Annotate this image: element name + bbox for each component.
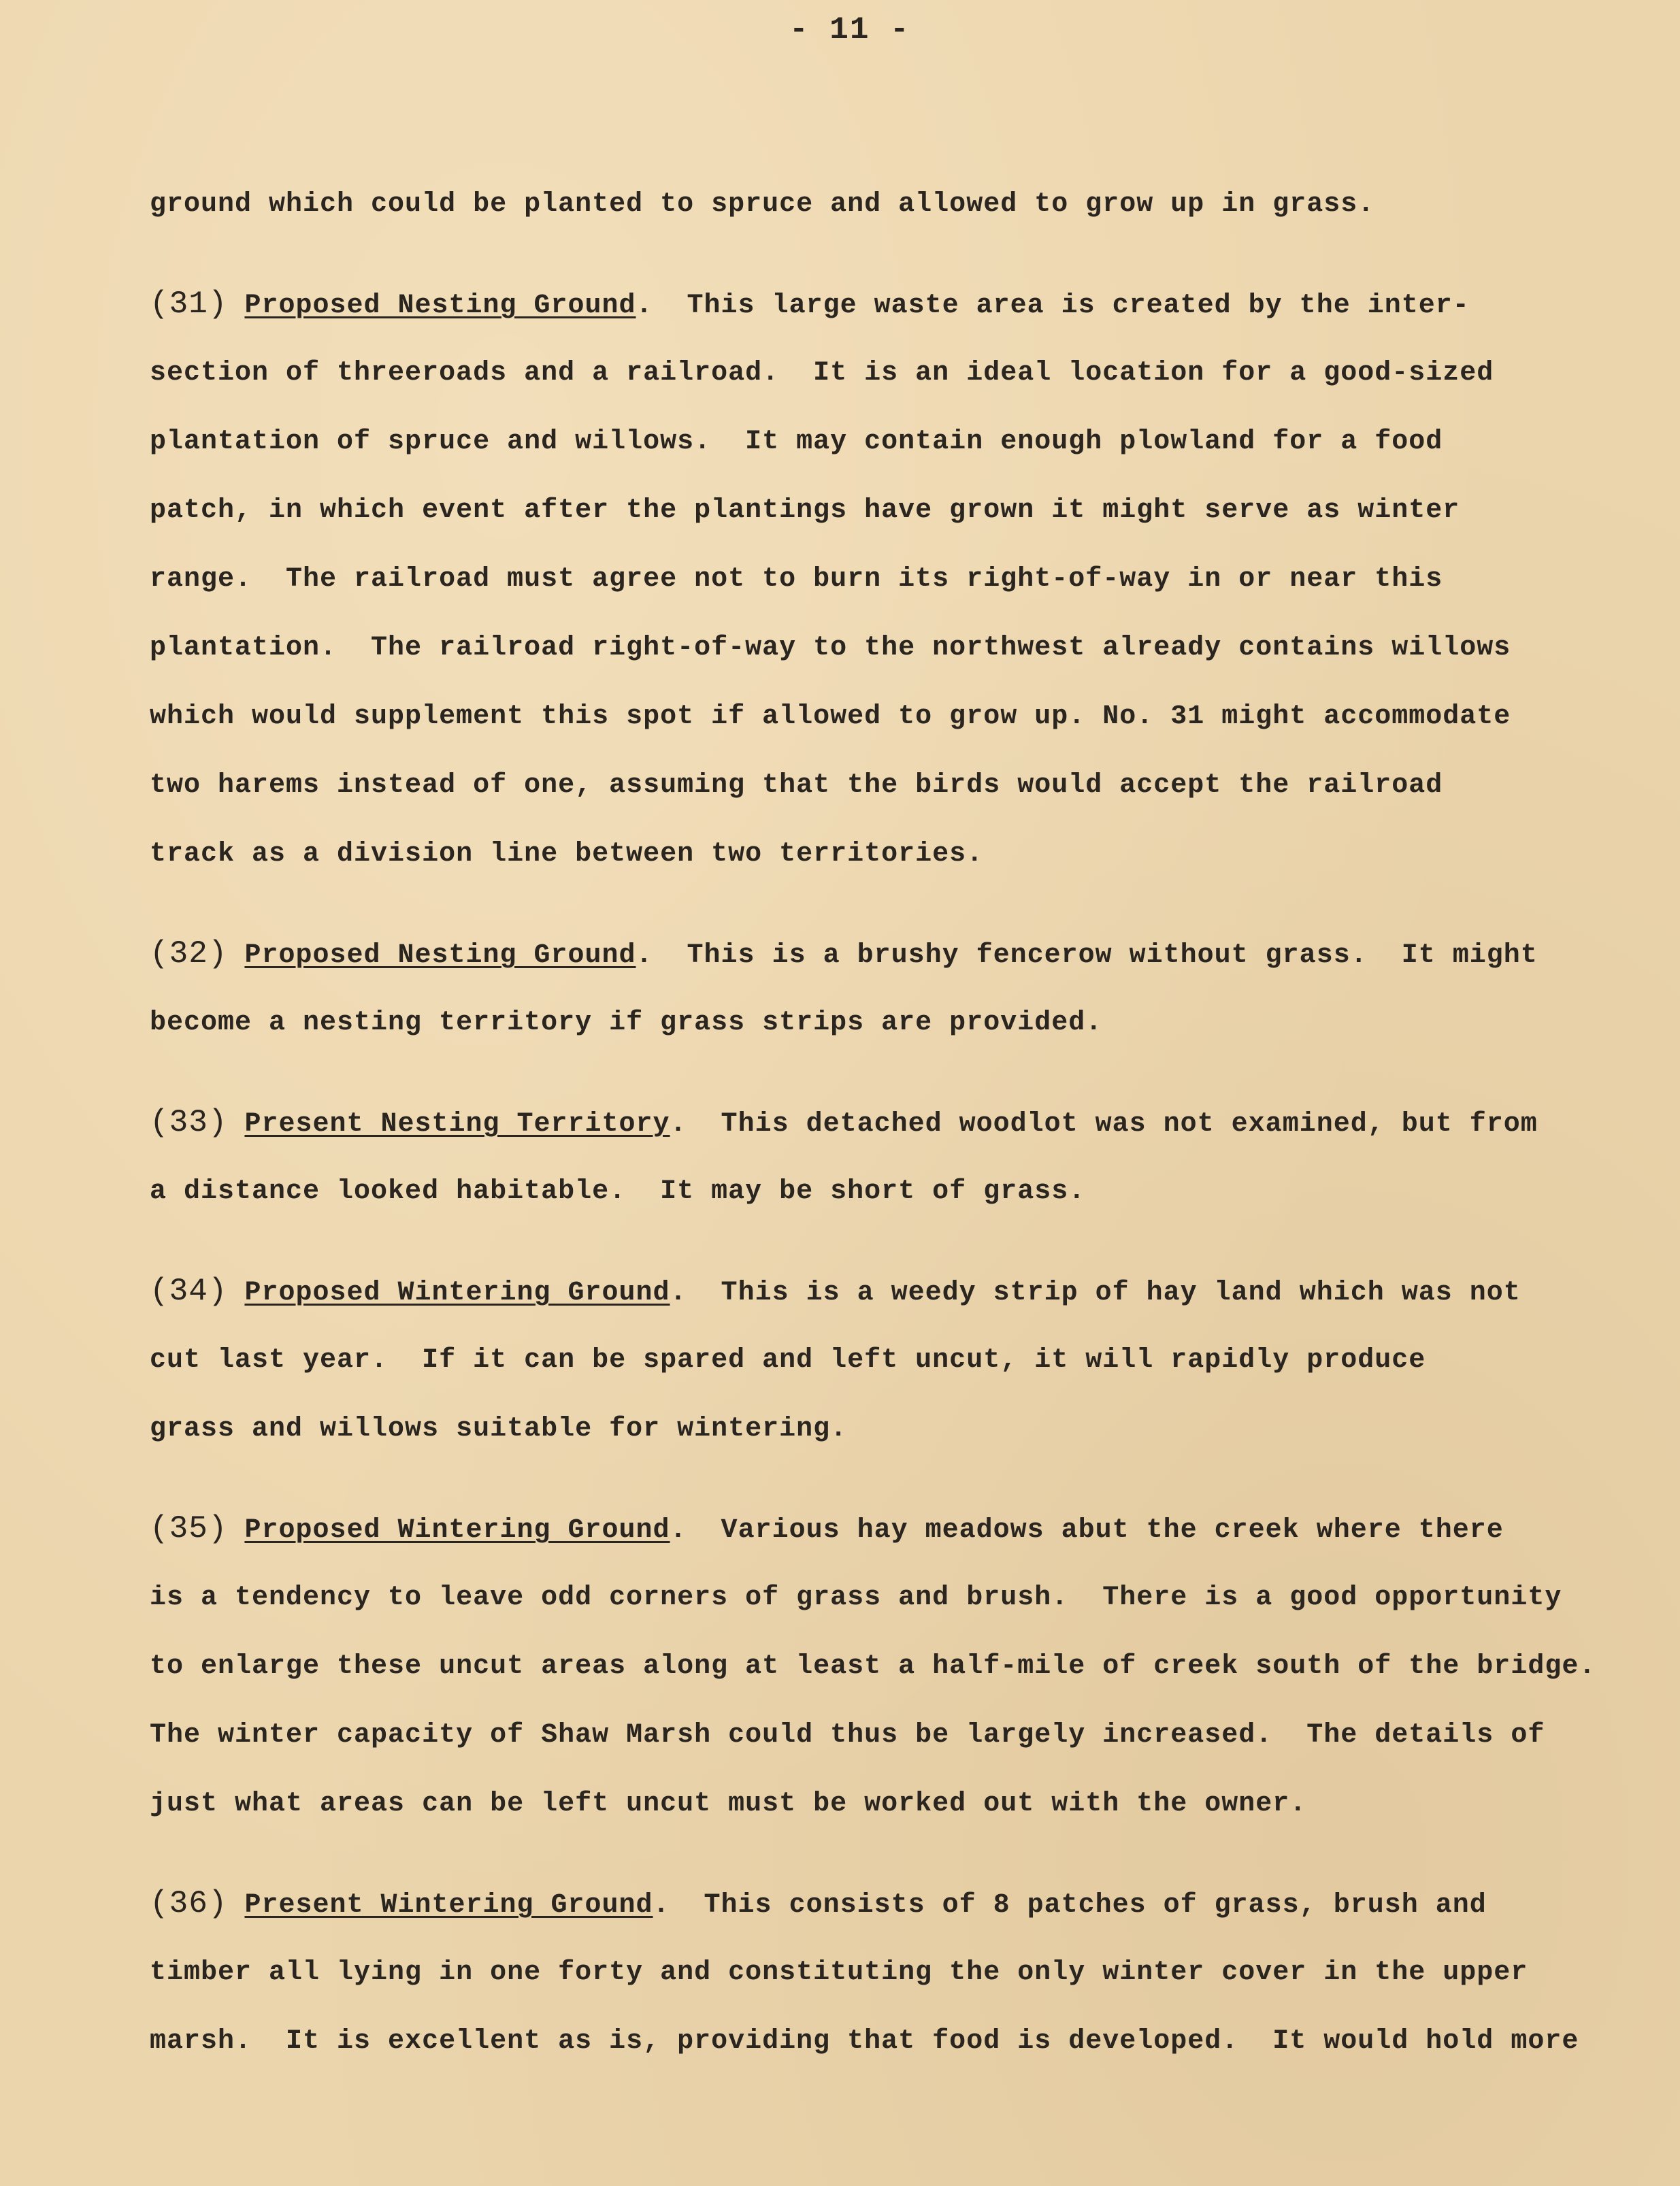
paragraph-number: (35) (150, 1511, 228, 1546)
paragraph-number: (31) (150, 286, 228, 322)
text-line: plantation. The railroad right-of-way to the northwest already contains willows (150, 633, 1511, 663)
text-line: two harems instead of one, assuming that the birds would accept the railroad (150, 770, 1443, 801)
text-fragment: . Various hay meadows abut the creek where there (670, 1515, 1504, 1546)
text-line: range. The railroad must agree not to burn its right-of-way in or near this (150, 564, 1443, 595)
text-line: become a nesting territory if grass strips are provided. (150, 1008, 1103, 1038)
paragraph-number: (33) (150, 1105, 228, 1140)
paragraph-continuation (150, 170, 1647, 239)
text-line: which would supplement this spot if allowed to grow up. No. 31 might accommodate (150, 701, 1511, 732)
text-line: marsh. It is excellent as is, providing that food is developed. It would hold more (150, 2026, 1579, 2057)
text-line (150, 1870, 1647, 1938)
section-heading: Proposed Wintering Ground (244, 1515, 670, 1546)
paragraph-33 (150, 1089, 1647, 1226)
page-number: - 11 - (789, 12, 910, 48)
text-line: a distance looked habitable. It may be short of grass. (150, 1176, 1086, 1207)
paragraph-number: (36) (150, 1886, 228, 1921)
document-body (150, 170, 1647, 2107)
text-line (150, 1495, 1647, 1563)
paragraph-32 (150, 920, 1647, 1057)
text-line (150, 1257, 1647, 1326)
text-fragment: . This detached woodlot was not examined, but from (670, 1109, 1538, 1140)
paragraph-35 (150, 1495, 1647, 1838)
section-heading: Proposed Nesting Ground (244, 291, 636, 321)
section-heading: Present Wintering Ground (244, 1890, 653, 1921)
text-line: ground which could be planted to spruce and allowed to grow up in grass. (150, 189, 1375, 220)
text-line: timber all lying in one forty and constituting the only winter cover in the upper (150, 1957, 1528, 1988)
section-heading: Present Nesting Territory (244, 1109, 670, 1140)
text-line: is a tendency to leave odd corners of grass and brush. There is a good opportunity (150, 1583, 1562, 1613)
text-line: just what areas can be left uncut must be worked out with the owner. (150, 1789, 1307, 1819)
text-line: section of threeroads and a railroad. It is an ideal location for a good-sized (150, 358, 1494, 388)
paragraph-number: (32) (150, 936, 228, 972)
text-line: plantation of spruce and willows. It may contain enough plowland for a food (150, 427, 1443, 457)
paragraph-36 (150, 1870, 1647, 2076)
paragraph-number: (34) (150, 1274, 228, 1309)
text-line (150, 1089, 1647, 1157)
text-fragment: . This consists of 8 patches of grass, brush and (653, 1890, 1487, 1921)
text-line: grass and willows suitable for wintering. (150, 1414, 848, 1444)
text-line (150, 270, 1647, 339)
text-fragment: . This is a brushy fencerow without grass. It might (636, 940, 1538, 971)
paragraph-31 (150, 270, 1647, 889)
text-line: The winter capacity of Shaw Marsh could thus be largely increased. The details of (150, 1720, 1545, 1751)
section-heading: Proposed Wintering Ground (244, 1278, 670, 1308)
text-line: patch, in which event after the plantings have grown it might serve as winter (150, 495, 1460, 526)
text-line: track as a division line between two territories. (150, 839, 984, 870)
text-line: cut last year. If it can be spared and left uncut, it will rapidly produce (150, 1345, 1426, 1376)
text-line: to enlarge these uncut areas along at least a half-mile of creek south of the bridge. (150, 1651, 1596, 1682)
section-heading: Proposed Nesting Ground (244, 940, 636, 971)
text-fragment: . This large waste area is created by the inter- (636, 291, 1470, 321)
text-fragment: . This is a weedy strip of hay land which was not (670, 1278, 1521, 1308)
text-line (150, 920, 1647, 989)
paragraph-34 (150, 1257, 1647, 1463)
